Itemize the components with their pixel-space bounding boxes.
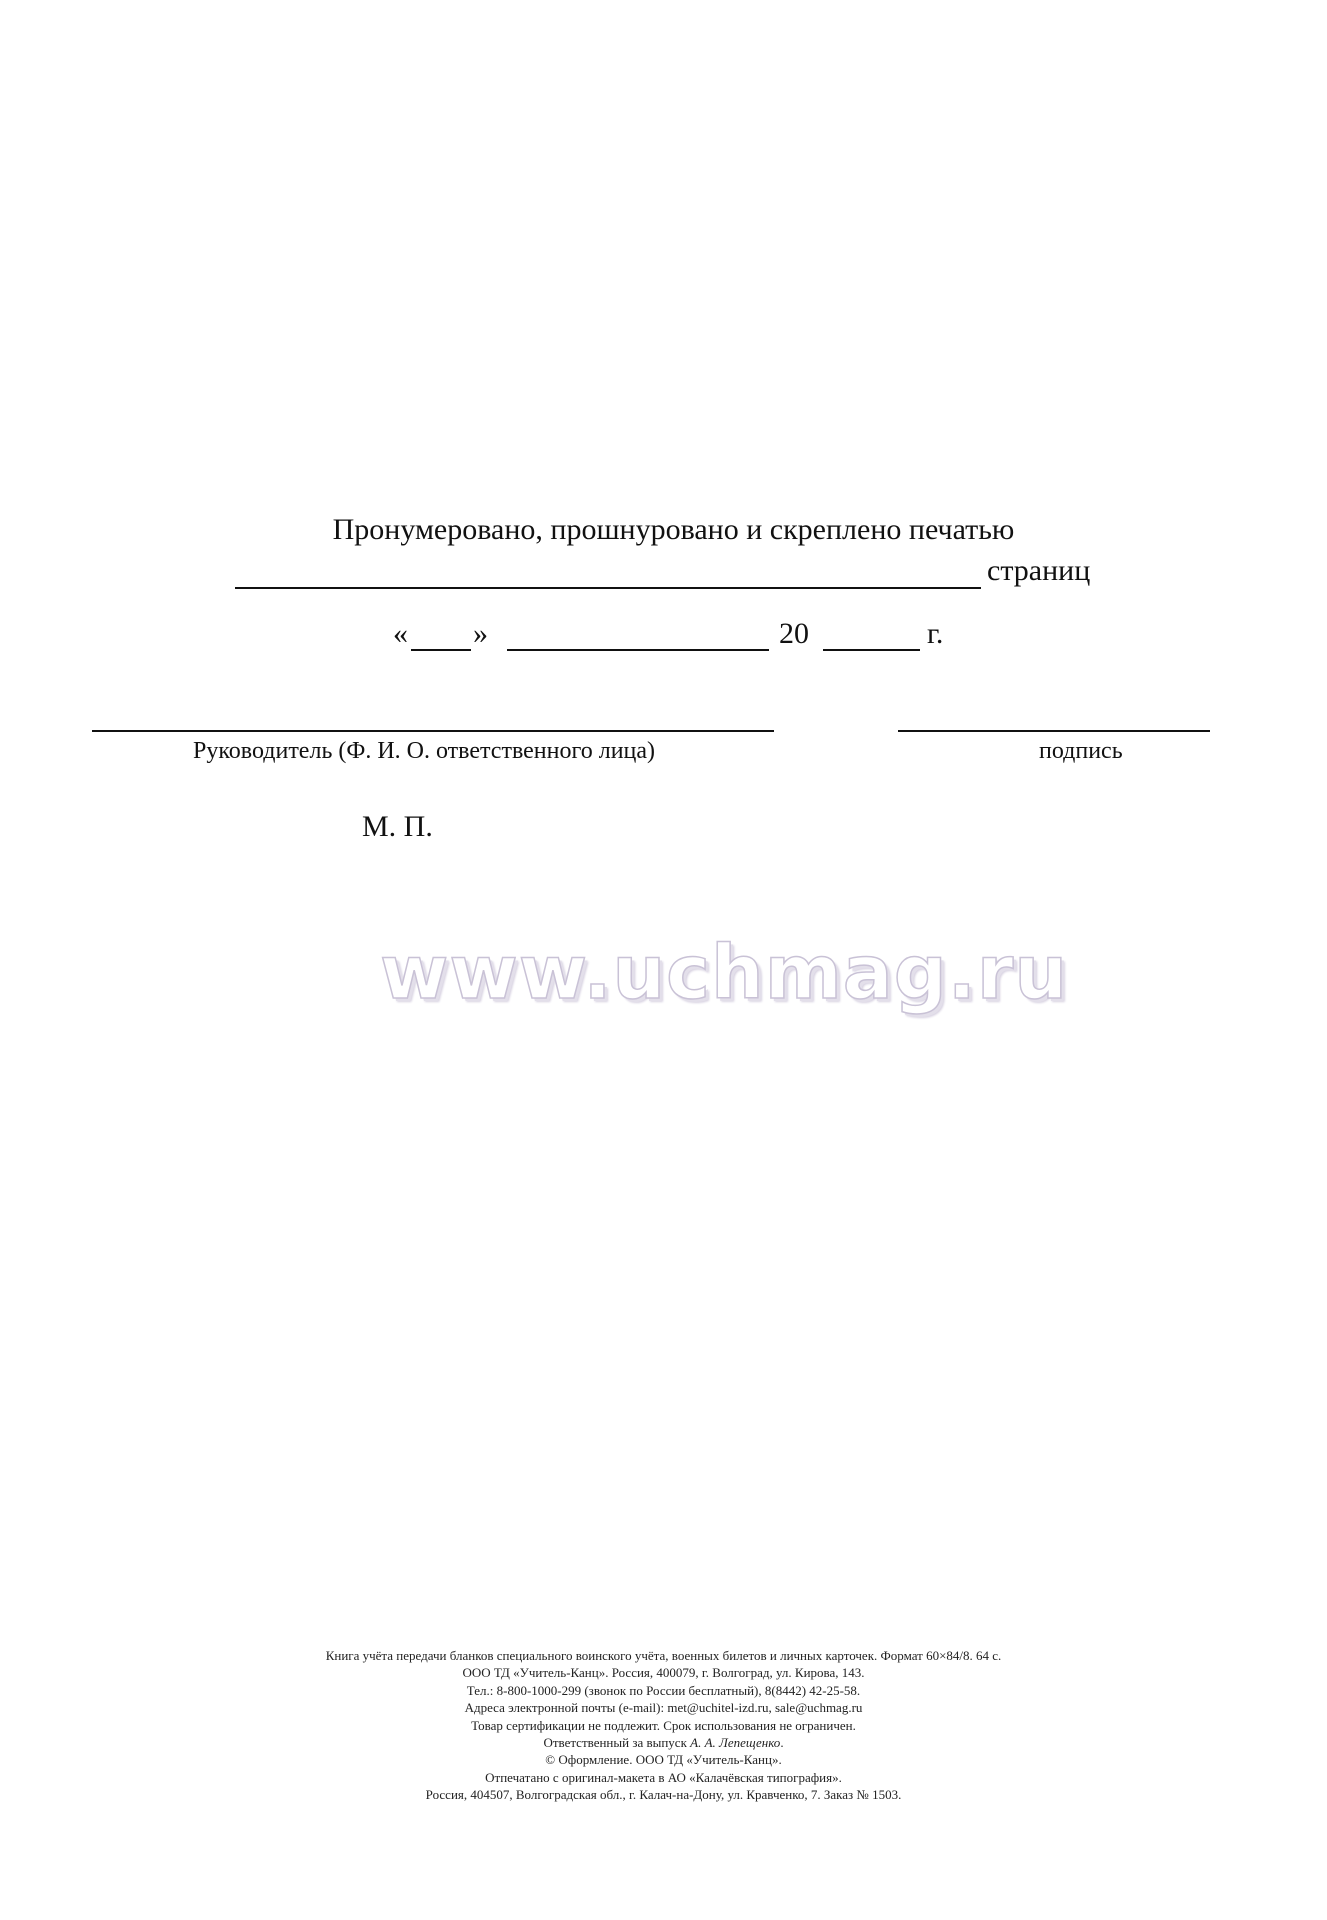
pages-label: страниц [987,554,1091,587]
head-caption: Руководитель (Ф. И. О. ответственного лица) [193,738,656,764]
imprint-line: ООО ТД «Учитель-Канц». Россия, 400079, г. Волгоград, ул. Кирова, 143. [462,1665,865,1681]
page-count-blank-line [235,587,981,589]
year-blank-line [823,649,920,651]
date-open-quote: « [393,617,408,650]
watermark-logo: www.uchmag.ru [380,930,1068,1016]
imprint-line-responsible [0,1734,1327,1751]
year-abbreviation: г. [927,617,944,650]
imprint-line: Книга учёта передачи бланков специального воинского учёта, военных билетов и личных карточек. Формат 60×84/8. 64 с. [325,1648,1002,1663]
imprint-line: Россия, 404507, Волгоградская обл., г. Калач-на-Дону, ул. Кравченко, 7. Заказ № 1503. [425,1787,902,1803]
imprint-line: Адреса электронной почты (e-mail): met@uchitel-izd.ru, sale@uchmag.ru [464,1700,863,1716]
stamp-place-label: М. П. [362,810,433,843]
date-close-quote: » [473,617,488,650]
imprint-line: Тел.: 8-800-1000-299 (звонок по России бесплатный), 8(8442) 42-25-58. [466,1682,861,1698]
responsible-suffix: . [780,1735,784,1751]
date-row [393,616,993,656]
head-name-line [92,730,774,734]
signature-caption: подпись [1039,738,1123,764]
responsible-prefix: Ответственный за выпуск [543,1735,691,1751]
imprint-block [0,1647,1327,1804]
signature-line [898,730,1210,734]
imprint-line: Товар сертификации не подлежит. Срок использования не ограничен. [471,1717,856,1733]
imprint-line: © Оформление. ООО ТД «Учитель-Канц». [545,1752,782,1768]
imprint-line: Отпечатано с оригинал-макета в АО «Калачёвская типография». [485,1769,842,1785]
certification-title: Пронумеровано, прошнуровано и скреплено печатью [332,513,1015,546]
date-century: 20 [779,617,809,650]
month-blank-line [507,649,769,651]
day-blank-line [411,649,471,651]
responsible-name: А. А. Лепещенко [690,1735,781,1751]
page-count-row [235,553,1135,593]
